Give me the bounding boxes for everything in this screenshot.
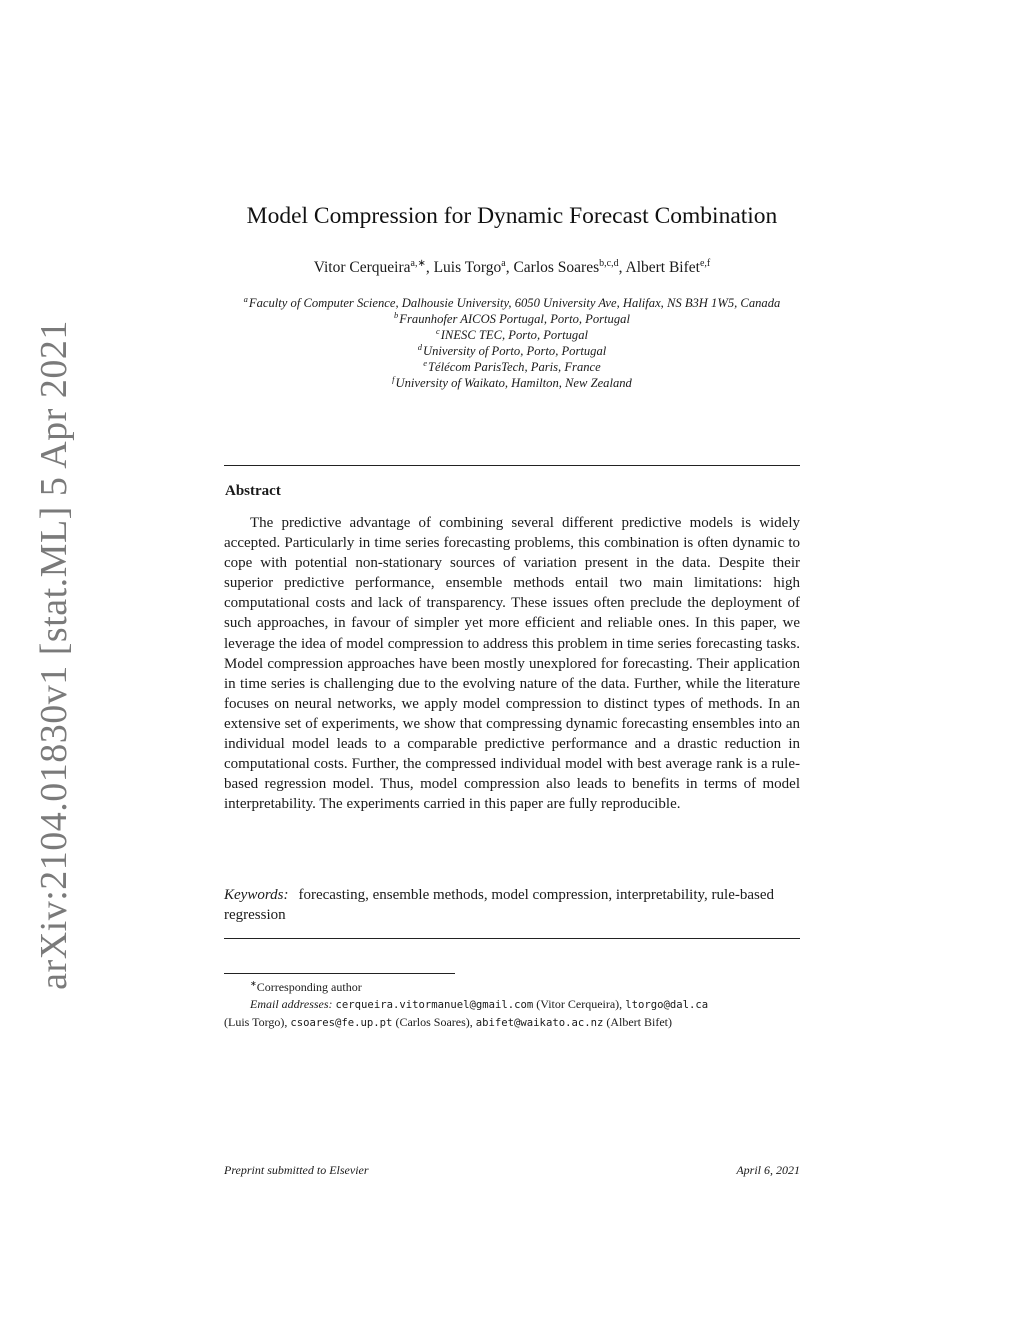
author-name: Carlos Soares: [513, 259, 600, 276]
affiliation-mark: d: [417, 342, 422, 352]
preprint-notice: Preprint submitted to Elsevier: [224, 1163, 369, 1177]
email-link-torgo[interactable]: ltorgo@dal.ca: [625, 999, 709, 1011]
paper-title: Model Compression for Dynamic Forecast Combination: [246, 203, 778, 229]
abstract-heading: Abstract: [225, 483, 281, 499]
author-name: Luis Torgo: [433, 259, 502, 276]
email-owner: (Luis Torgo),: [224, 1015, 288, 1029]
email-owner: (Albert Bifet): [606, 1015, 672, 1029]
keywords-text: forecasting, ensemble methods, model compression, interpretability, rule-based regression: [224, 887, 775, 923]
abstract-top-rule: [224, 465, 800, 466]
arxiv-identifier: arXiv:2104.01830v1 [stat.ML] 5 Apr 2021: [33, 320, 75, 990]
email-link-bifet[interactable]: abifet@waikato.ac.nz: [475, 1017, 604, 1029]
affiliation: [222, 311, 802, 327]
email-owner: (Vitor Cerqueira),: [536, 997, 623, 1011]
affiliation: [222, 359, 802, 375]
email-line: [224, 996, 804, 1014]
footnote-mark: ∗: [250, 979, 257, 988]
preprint-date: April 6, 2021: [736, 1163, 800, 1177]
abstract-bottom-rule: [224, 938, 800, 939]
affiliation: [222, 375, 802, 391]
footnote-rule: [224, 973, 455, 974]
affiliation-text: Faculty of Computer Science, Dalhousie University, 6050 University Ave, Halifax, NS B3H 1W5, Canada: [248, 296, 781, 310]
abstract-text: The predictive advantage of combining several different predictive models is widely accepted. Particularly in time series forecasting problems, this combination is often dynamic to cope with potential non-stationary sources of variation present in the data. Despite their superior predictive performance, ensemble methods entail two main limitations: high computational costs and lack of transparency. These issues often preclude the deployment of such approaches, in favour of simpler yet more efficient and reliable ones. In this paper, we leverage the idea of model compression to address this problem in time series forecasting tasks. Model compression approaches have been mostly unexplored for forecasting. Their application in time series is challenging due to the evolving nature of the data. Further, while the literature focuses on neural networks, we apply model compression to distinct types of methods. In an extensive set of experiments, we show that compressing dynamic forecasting ensembles into an individual model leads to a comparable predictive performance and a drastic reduction in computational costs. Further, the compressed individual model with best average rank is a rule-based regression model. Thus, model compression also leads to benefits in terms of model interpretability. The experiments carried in this paper are fully reproducible.: [224, 515, 800, 813]
affiliation-text: Fraunhofer AICOS Portugal, Porto, Portugal: [399, 312, 630, 326]
email-link-soares[interactable]: csoares@fe.up.pt: [290, 1017, 393, 1029]
affiliation-mark: a: [243, 294, 248, 304]
affiliation-mark: e: [423, 358, 428, 368]
author-list: Vitor Cerqueira$^{a,∗}$, Luis Torgo$^a$, Carlos Soares$^{b,c,d}$, Albert Bifet$^{e,f}$: [313, 258, 711, 276]
affiliation-text: University of Waikato, Hamilton, New Zealand: [395, 376, 632, 390]
affiliation-mark: b: [394, 310, 399, 320]
affiliation: [222, 295, 802, 311]
affiliation-text: University of Porto, Porto, Portugal: [422, 344, 607, 358]
author-marks: e,f: [699, 258, 711, 269]
author-name: Vitor Cerqueira: [313, 259, 411, 276]
footnote: [224, 979, 804, 1032]
email-label: Email addresses:: [250, 997, 333, 1011]
keywords: [224, 885, 800, 925]
corresponding-author-note: [224, 979, 804, 996]
author-marks: a: [501, 258, 506, 269]
affiliation: [222, 343, 802, 359]
affiliation-mark: f: [392, 374, 395, 384]
author-marks: b,c,d: [599, 258, 619, 269]
corresponding-author-text: Corresponding author: [256, 980, 362, 994]
affiliation-list: [222, 295, 802, 391]
author-name: Albert Bifet: [625, 259, 700, 276]
affiliation-text: Télécom ParisTech, Paris, France: [428, 360, 601, 374]
email-owner: (Carlos Soares),: [395, 1015, 473, 1029]
email-line: [224, 1014, 804, 1032]
author-marks: a,∗: [410, 258, 426, 269]
email-link-cerqueira[interactable]: cerqueira.vitormanuel@gmail.com: [335, 999, 534, 1011]
keywords-label: Keywords:: [224, 887, 289, 903]
affiliation-mark: c: [435, 326, 440, 336]
affiliation-text: INESC TEC, Porto, Portugal: [440, 328, 589, 342]
affiliation: [222, 327, 802, 343]
